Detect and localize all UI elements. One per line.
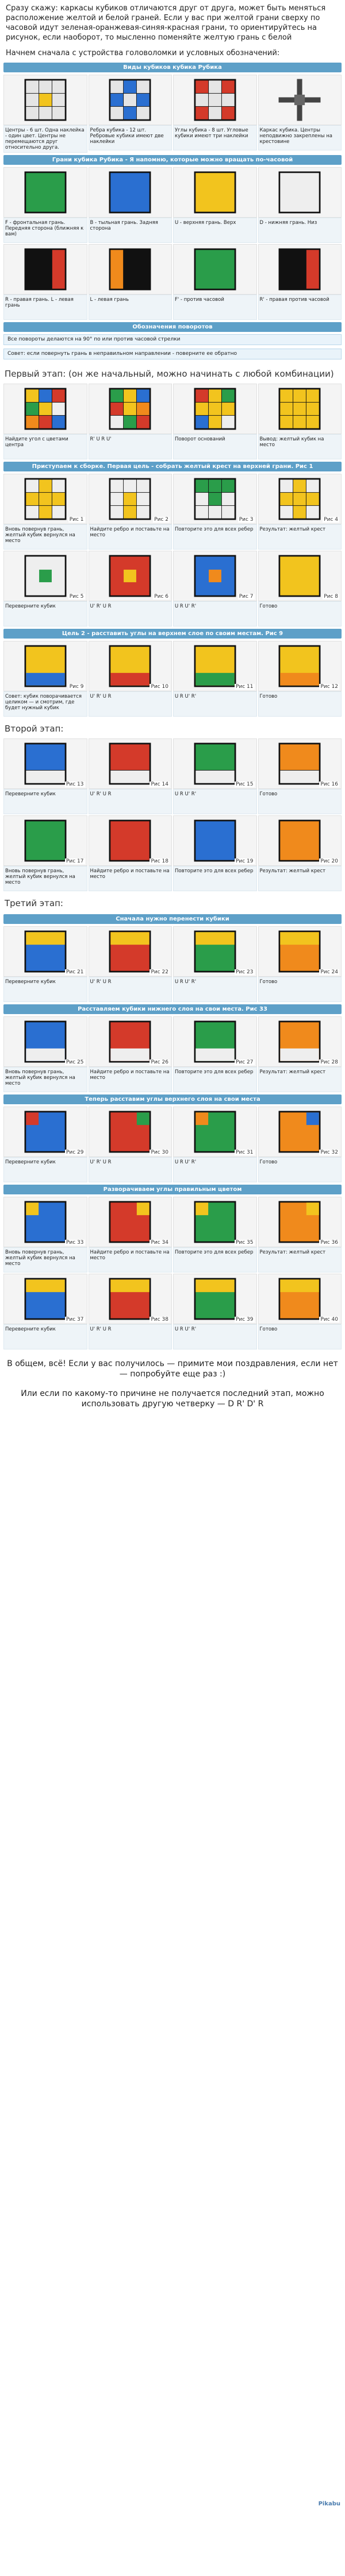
cube-image bbox=[89, 926, 172, 977]
figure-number: Рис 15 bbox=[235, 782, 254, 787]
label: U' R' U R bbox=[89, 789, 172, 814]
cube-icon bbox=[191, 817, 239, 864]
cube-image bbox=[3, 244, 87, 295]
stage-three-title: Третий этап: bbox=[5, 898, 63, 908]
banner-sides: Грани кубика Рубика - Я напомню, которые можно вращать по-часовой bbox=[3, 155, 342, 165]
cell bbox=[3, 75, 87, 153]
final-text: В общем, всё! Если у вас получилось — примите мои поздравления, если нет — попробуйте еще раз :) bbox=[7, 1359, 338, 1379]
cell bbox=[173, 926, 257, 1002]
label: Вновь повернув грань, желтый кубик вернулся на место bbox=[3, 866, 87, 891]
cell bbox=[3, 244, 87, 320]
figure-number: Рис 18 bbox=[151, 858, 168, 864]
cube-icon bbox=[106, 643, 154, 690]
cube-image bbox=[258, 815, 342, 866]
cube-image bbox=[173, 1197, 257, 1247]
label: D - нижняя грань. Низ bbox=[258, 218, 342, 243]
cell bbox=[173, 167, 257, 243]
cell bbox=[173, 384, 257, 459]
label: Повторите это для всех ребер bbox=[173, 524, 257, 550]
cell bbox=[3, 1016, 87, 1092]
cell bbox=[3, 641, 87, 717]
label: B - тыльная грань. Задняя сторона bbox=[89, 218, 172, 243]
cube-image bbox=[89, 1107, 172, 1157]
cube-image bbox=[173, 474, 257, 524]
figure-number: Рис 3 bbox=[239, 517, 254, 523]
label: R - правая грань. L - левая грань bbox=[3, 295, 87, 320]
cube-icon bbox=[191, 169, 239, 216]
label: U' R' U R bbox=[89, 601, 172, 626]
cube-icon bbox=[22, 928, 69, 975]
cube-icon bbox=[191, 643, 239, 690]
cube-icon bbox=[22, 475, 69, 523]
cube-icon bbox=[191, 1198, 239, 1246]
label: Результат: желтый крест bbox=[258, 1067, 342, 1092]
figure-number: Рис 31 bbox=[235, 1150, 254, 1155]
cube-icon bbox=[191, 552, 239, 599]
cell bbox=[89, 1016, 172, 1092]
cube-image bbox=[173, 551, 257, 601]
cube-image bbox=[3, 1107, 87, 1157]
cube-icon bbox=[106, 1275, 154, 1322]
figure-number: Рис 6 bbox=[154, 594, 168, 599]
label: R' - правая против часовой bbox=[258, 295, 342, 320]
cube-icon bbox=[276, 1275, 323, 1322]
label: F' - против часовой bbox=[173, 295, 257, 320]
cube-icon bbox=[22, 246, 69, 293]
cell bbox=[173, 1016, 257, 1092]
cube-icon bbox=[191, 246, 239, 293]
figure-number: Рис 5 bbox=[69, 594, 84, 599]
cube-icon bbox=[22, 1275, 69, 1322]
cell bbox=[89, 167, 172, 243]
label: Повторите это для всех ребер bbox=[173, 1067, 257, 1092]
figure-number: Рис 7 bbox=[239, 594, 254, 599]
cube-icon bbox=[106, 1198, 154, 1246]
label: Результат: желтый крест bbox=[258, 1247, 342, 1272]
cube-icon bbox=[106, 1108, 154, 1155]
cube-image bbox=[3, 926, 87, 977]
row-rc9 bbox=[3, 1197, 342, 1272]
figure-number: Рис 16 bbox=[320, 782, 338, 787]
cube-icon bbox=[106, 385, 154, 432]
row-rc6 bbox=[3, 926, 342, 1002]
figure-number: Рис 34 bbox=[151, 1240, 168, 1246]
label: Переверните кубик bbox=[3, 977, 87, 1002]
cell bbox=[258, 384, 342, 459]
label: U' R' U R bbox=[89, 977, 172, 1002]
cell bbox=[3, 1107, 87, 1182]
row-sides-2 bbox=[3, 244, 342, 320]
cube-icon bbox=[22, 1108, 69, 1155]
stage-two-title: Второй этап: bbox=[5, 724, 64, 734]
final-text-2: Или если по какому-то причине не получается последний этап, можно использовать другую четверку — D R' D' R bbox=[21, 1389, 324, 1409]
cube-icon bbox=[106, 169, 154, 216]
cube-image bbox=[173, 815, 257, 866]
row-rc7 bbox=[3, 1016, 342, 1092]
cube-image bbox=[3, 474, 87, 524]
figure-number: Рис 1 bbox=[69, 517, 84, 523]
figure-number: Рис 33 bbox=[66, 1240, 84, 1246]
cube-image bbox=[3, 551, 87, 601]
cube-icon bbox=[22, 385, 69, 432]
cell bbox=[258, 641, 342, 717]
cube-image bbox=[173, 1274, 257, 1324]
row-rc1 bbox=[3, 474, 342, 550]
cube-icon bbox=[106, 817, 154, 864]
banner-notation: Обозначения поворотов bbox=[3, 322, 342, 332]
cell bbox=[258, 75, 342, 153]
row-rc8 bbox=[3, 1107, 342, 1182]
figure-number: Рис 40 bbox=[320, 1317, 338, 1322]
cube-image bbox=[3, 1197, 87, 1247]
cube-image bbox=[3, 641, 87, 691]
cube-image bbox=[258, 1274, 342, 1324]
row-rc10 bbox=[3, 1274, 342, 1349]
cube-icon bbox=[276, 1108, 323, 1155]
cube-image bbox=[3, 384, 87, 434]
cell bbox=[258, 815, 342, 891]
cube-icon bbox=[106, 76, 154, 123]
cell bbox=[173, 551, 257, 626]
cube-image bbox=[173, 641, 257, 691]
label: U R U' R' bbox=[173, 789, 257, 814]
cube-image bbox=[89, 474, 172, 524]
cube-frame-icon bbox=[276, 76, 323, 123]
row-rc4 bbox=[3, 738, 342, 814]
figure-number: Рис 12 bbox=[320, 684, 338, 690]
cube-image bbox=[258, 75, 342, 125]
cube-image bbox=[3, 1016, 87, 1067]
cube-image bbox=[258, 474, 342, 524]
cube-icon bbox=[22, 552, 69, 599]
cube-icon bbox=[22, 643, 69, 690]
cube-icon bbox=[22, 76, 69, 123]
label: Готово bbox=[258, 977, 342, 1002]
figure-number: Рис 36 bbox=[320, 1240, 338, 1246]
cube-icon bbox=[191, 928, 239, 975]
figure-number: Рис 11 bbox=[235, 684, 254, 690]
cell bbox=[89, 474, 172, 550]
cube-icon bbox=[22, 169, 69, 216]
cube-icon bbox=[191, 385, 239, 432]
cell bbox=[258, 1107, 342, 1182]
cube-image bbox=[258, 1197, 342, 1247]
figure-number: Рис 37 bbox=[66, 1317, 84, 1322]
figure-number: Рис 23 bbox=[235, 969, 254, 975]
figure-number: Рис 28 bbox=[320, 1059, 338, 1065]
label: Найдите ребро и поставьте на место bbox=[89, 1067, 172, 1092]
figure-number: Рис 13 bbox=[66, 782, 84, 787]
cube-icon bbox=[276, 817, 323, 864]
cube-image bbox=[173, 738, 257, 789]
cube-image bbox=[89, 551, 172, 601]
cell bbox=[258, 738, 342, 814]
cell bbox=[89, 926, 172, 1002]
cell bbox=[89, 641, 172, 717]
cell bbox=[258, 167, 342, 243]
cell bbox=[173, 1274, 257, 1349]
cube-image bbox=[89, 384, 172, 434]
figure-number: Рис 32 bbox=[320, 1150, 338, 1155]
cube-image bbox=[173, 244, 257, 295]
banner-corner-moves: Теперь расставим углы верхнего слоя на свои места bbox=[3, 1094, 342, 1104]
cube-icon bbox=[106, 246, 154, 293]
cube-image bbox=[89, 641, 172, 691]
cell bbox=[89, 551, 172, 626]
cell bbox=[258, 244, 342, 320]
cube-icon bbox=[276, 1018, 323, 1065]
figure-number: Рис 20 bbox=[320, 858, 338, 864]
stage-one-title: Первый этап: (он же начальный, можно начинать с любой комбинации) bbox=[5, 369, 334, 379]
figure-number: Рис 38 bbox=[151, 1317, 168, 1322]
cube-image bbox=[89, 244, 172, 295]
cube-icon bbox=[276, 643, 323, 690]
cube-image bbox=[258, 244, 342, 295]
label: U R U' R' bbox=[173, 691, 257, 717]
label: Переверните кубик bbox=[3, 1157, 87, 1182]
label: Совет: кубик поворачивается целиком — и смотрим, где будет нужный кубик bbox=[3, 691, 87, 717]
cube-icon bbox=[22, 817, 69, 864]
note-notation: Все повороты делаются на 90° по или против часовой стрелки bbox=[3, 334, 342, 345]
label: U' R' U R bbox=[89, 691, 172, 717]
cube-image bbox=[258, 641, 342, 691]
cube-image bbox=[89, 75, 172, 125]
cube-icon bbox=[191, 740, 239, 787]
cube-icon bbox=[191, 475, 239, 523]
cube-image bbox=[173, 1016, 257, 1067]
label: Центры - 6 шт. Одна наклейка - один цвет. Центры не перемещаются друг относительно друга. bbox=[3, 125, 87, 153]
cell bbox=[173, 641, 257, 717]
row-rc2 bbox=[3, 551, 342, 626]
cell bbox=[173, 1197, 257, 1272]
cell bbox=[173, 244, 257, 320]
label: Каркас кубика. Центры неподвижно закреплены на крестовине bbox=[258, 125, 342, 150]
label: U R U' R' bbox=[173, 1324, 257, 1349]
label: L - левая грань bbox=[89, 295, 172, 320]
cell bbox=[3, 1197, 87, 1272]
banner-rotations: Сначала нужно перенести кубики bbox=[3, 914, 342, 924]
label: Повторите это для всех ребер bbox=[173, 1247, 257, 1272]
label: U R U' R' bbox=[173, 977, 257, 1002]
cube-icon bbox=[276, 1198, 323, 1246]
cube-image bbox=[258, 1016, 342, 1067]
figure-number: Рис 39 bbox=[235, 1317, 254, 1322]
cube-icon bbox=[106, 1018, 154, 1065]
figure-number: Рис 29 bbox=[66, 1150, 84, 1155]
cube-icon bbox=[191, 1018, 239, 1065]
intro-text: Сразу скажу: каркасы кубиков отличаются друг от друга, может быть меняться расположение желтой и белой граней. Если у вас при желтой грани сверху по часовой идут зеленая-оранжевая-синяя-красная грани, то ориентируйтесь на рисунок, если наоборот, то мысленно поменяйте желтую грань с белой bbox=[6, 4, 326, 42]
label: Повторите это для всех ребер bbox=[173, 866, 257, 891]
cell bbox=[3, 738, 87, 814]
cell bbox=[258, 551, 342, 626]
cube-image bbox=[258, 926, 342, 977]
cell bbox=[89, 244, 172, 320]
label: Углы кубика - 8 шт. Угловые кубики имеют три наклейки bbox=[173, 125, 257, 150]
figure-number: Рис 25 bbox=[66, 1059, 84, 1065]
cube-icon bbox=[276, 385, 323, 432]
figure-number: Рис 19 bbox=[235, 858, 254, 864]
note-a: Совет: если повернуть грань в неправильном направлении - поверните ее обратно bbox=[3, 349, 342, 359]
cube-icon bbox=[106, 552, 154, 599]
cell bbox=[173, 738, 257, 814]
cube-image bbox=[3, 75, 87, 125]
figure-number: Рис 8 bbox=[324, 594, 338, 599]
figure-number: Рис 17 bbox=[66, 858, 84, 864]
figure-number: Рис 9 bbox=[69, 684, 84, 690]
cell bbox=[89, 75, 172, 153]
figure-number: Рис 22 bbox=[151, 969, 168, 975]
figure-number: Рис 24 bbox=[320, 969, 338, 975]
cell bbox=[3, 474, 87, 550]
figure-number: Рис 26 bbox=[151, 1059, 168, 1065]
banner-orient: Разворачиваем углы правильным цветом bbox=[3, 1185, 342, 1194]
cube-image bbox=[173, 384, 257, 434]
label: Найдите ребро и поставьте на место bbox=[89, 866, 172, 891]
row-stage1 bbox=[3, 384, 342, 459]
row-rc3 bbox=[3, 641, 342, 717]
pikabu-logo[interactable]: Pikabu bbox=[318, 2501, 340, 2507]
label: Вывод: желтый кубик на место bbox=[258, 434, 342, 459]
cell bbox=[258, 1016, 342, 1092]
label: U' R' U R bbox=[89, 1324, 172, 1349]
cube-icon bbox=[276, 169, 323, 216]
label: U R U' R' bbox=[173, 1157, 257, 1182]
label: Переверните кубик bbox=[3, 601, 87, 626]
cube-icon bbox=[276, 552, 323, 599]
figure-number: Рис 27 bbox=[235, 1059, 254, 1065]
cube-icon bbox=[191, 76, 239, 123]
label: Вновь повернув грань, желтый кубик вернулся на место bbox=[3, 524, 87, 550]
cell bbox=[3, 815, 87, 891]
label: Результат: желтый крест bbox=[258, 866, 342, 891]
cube-image bbox=[89, 167, 172, 218]
cube-icon bbox=[276, 246, 323, 293]
cell bbox=[3, 926, 87, 1002]
cube-icon bbox=[191, 1108, 239, 1155]
figure-number: Рис 2 bbox=[154, 517, 168, 523]
cell bbox=[89, 1274, 172, 1349]
cell bbox=[173, 1107, 257, 1182]
label: U - верхняя грань. Верх bbox=[173, 218, 257, 243]
cube-image bbox=[89, 1016, 172, 1067]
cube-image bbox=[3, 167, 87, 218]
cube-icon bbox=[106, 928, 154, 975]
figure-number: Рис 10 bbox=[151, 684, 168, 690]
label: R' U R U' bbox=[89, 434, 172, 459]
label: Найдите ребро и поставьте на место bbox=[89, 1247, 172, 1272]
cube-icon bbox=[276, 740, 323, 787]
figure-number: Рис 14 bbox=[151, 782, 168, 787]
label: Переверните кубик bbox=[3, 1324, 87, 1349]
label: Поворот оснований bbox=[173, 434, 257, 459]
banner-types: Виды кубиков кубика Рубика bbox=[3, 63, 342, 72]
cell bbox=[173, 815, 257, 891]
label: Ребра кубика - 12 шт. Ребровые кубики имеют две наклейки bbox=[89, 125, 172, 150]
cell bbox=[258, 474, 342, 550]
cell bbox=[3, 551, 87, 626]
label: Готово bbox=[258, 1324, 342, 1349]
cell bbox=[3, 1274, 87, 1349]
label: U R U' R' bbox=[173, 601, 257, 626]
cube-image bbox=[173, 75, 257, 125]
figure-number: Рис 21 bbox=[66, 969, 84, 975]
cell bbox=[89, 815, 172, 891]
label: Вновь повернув грань, желтый кубик вернулся на место bbox=[3, 1247, 87, 1272]
cube-image bbox=[173, 1107, 257, 1157]
cube-icon bbox=[191, 1275, 239, 1322]
label: Готово bbox=[258, 691, 342, 717]
cell bbox=[89, 384, 172, 459]
label: Вновь повернув грань, желтый кубик вернулся на место bbox=[3, 1067, 87, 1092]
cube-icon bbox=[276, 928, 323, 975]
cube-image bbox=[89, 738, 172, 789]
figure-number: Рис 35 bbox=[235, 1240, 254, 1246]
cube-image bbox=[89, 815, 172, 866]
cube-icon bbox=[276, 475, 323, 523]
cube-image bbox=[258, 167, 342, 218]
cell bbox=[173, 75, 257, 153]
banner-corners: Цель 2 - расставить углы на верхнем слое по своим местам. Рис 9 bbox=[3, 629, 342, 639]
cube-icon bbox=[106, 740, 154, 787]
cube-image bbox=[258, 1107, 342, 1157]
cube-image bbox=[258, 551, 342, 601]
cube-image bbox=[173, 167, 257, 218]
cube-icon bbox=[22, 1018, 69, 1065]
row-sides bbox=[3, 167, 342, 243]
banner-r-layer: Расставляем кубики нижнего слоя на свои места. Рис 33 bbox=[3, 1004, 342, 1014]
cube-image bbox=[89, 1197, 172, 1247]
figure-number: Рис 4 bbox=[324, 517, 338, 523]
cube-image bbox=[3, 815, 87, 866]
cell bbox=[89, 1107, 172, 1182]
label: F - фронтальная грань. Передняя сторона (ближняя к вам) bbox=[3, 218, 87, 243]
label: Найдите ребро и поставьте на место bbox=[89, 524, 172, 550]
cell bbox=[3, 167, 87, 243]
banner-cross: Приступаем к сборке. Первая цель - собрать желтый крест на верхней грани. Рис 1 bbox=[3, 462, 342, 471]
cube-image bbox=[89, 1274, 172, 1324]
label: Готово bbox=[258, 1157, 342, 1182]
figure-number: Рис 30 bbox=[151, 1150, 168, 1155]
cube-image bbox=[3, 738, 87, 789]
cell bbox=[89, 738, 172, 814]
cube-image bbox=[258, 384, 342, 434]
row-rc5 bbox=[3, 815, 342, 891]
label: U' R' U R bbox=[89, 1157, 172, 1182]
label: Найдите угол с цветами центра bbox=[3, 434, 87, 459]
cell bbox=[258, 1197, 342, 1272]
label: Готово bbox=[258, 601, 342, 626]
intro-text-2: Начнем сначала с устройства головоломки и условных обозначений: bbox=[6, 49, 280, 57]
cell bbox=[173, 474, 257, 550]
cell bbox=[258, 926, 342, 1002]
cell bbox=[3, 384, 87, 459]
label: Переверните кубик bbox=[3, 789, 87, 814]
cube-image bbox=[258, 738, 342, 789]
cube-icon bbox=[22, 1198, 69, 1246]
cube-image bbox=[173, 926, 257, 977]
cube-icon bbox=[22, 740, 69, 787]
label: Результат: желтый крест bbox=[258, 524, 342, 550]
label: Готово bbox=[258, 789, 342, 814]
cell bbox=[89, 1197, 172, 1272]
row-types bbox=[3, 75, 342, 153]
cell bbox=[258, 1274, 342, 1349]
cube-icon bbox=[106, 475, 154, 523]
cube-image bbox=[3, 1274, 87, 1324]
